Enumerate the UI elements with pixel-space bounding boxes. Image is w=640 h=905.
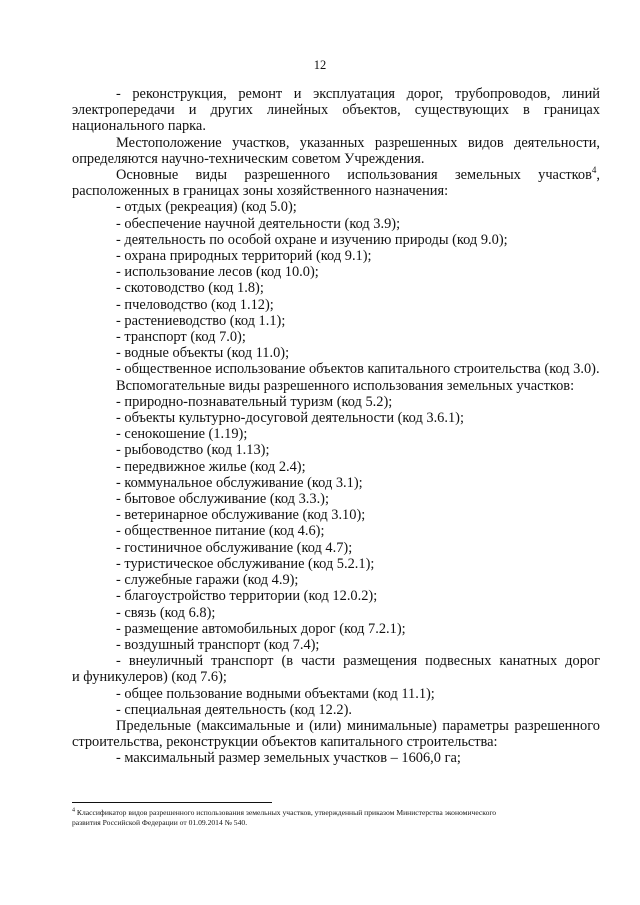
main-use-item: - деятельность по особой охране и изучению природы (код 9.0); <box>116 231 508 248</box>
aux-use-item: - объекты культурно-досуговой деятельности (код 3.6.1); <box>116 410 464 427</box>
params-line-2: строительства, реконструкции объектов капитального строительства: <box>72 734 498 751</box>
page-number: 12 <box>313 58 327 72</box>
main-use-item: - отдых (рекреация) (код 5.0); <box>116 199 297 216</box>
aux-uses-heading: Вспомогательные виды разрешенного использования земельных участков: <box>116 377 575 394</box>
main-uses-heading-text: Основные виды разрешенного использования земельных участков <box>116 167 592 184</box>
footnote-line-1 <box>72 808 600 818</box>
main-use-item: - скотоводство (код 1.8); <box>116 280 264 297</box>
main-use-item: - водные объекты (код 11.0); <box>116 345 290 362</box>
footnote-text-1: Классификатор видов разрешенного использования земельных участков, утвержденный приказом Министерства экономического <box>76 808 497 817</box>
aux-use-item: - связь (код 6.8); <box>116 604 216 621</box>
main-use-item: - пчеловодство (код 1.12); <box>116 296 274 313</box>
intro-line-2: электропередачи и других линейных объектов, существующих в границах <box>72 102 600 119</box>
aux-use-item: - передвижное жилье (код 2.4); <box>116 458 306 475</box>
footnote-reference: 4 <box>591 165 597 176</box>
params-line-1: Предельные (максимальные и (или) минимальные) параметры разрешенного <box>116 717 600 734</box>
footnote-marker: 4 <box>72 807 75 814</box>
document-body <box>72 86 600 767</box>
main-uses-heading-line-2: расположенных в границах зоны хозяйственного назначения: <box>72 183 449 200</box>
main-uses-heading-line-1 <box>72 167 600 183</box>
aux-use-item: - коммунальное обслуживание (код 3.1); <box>116 474 363 491</box>
footnote-divider <box>72 802 272 803</box>
aux-use-long-item-line-1: - внеуличный транспорт (в части размещения подвесных канатных дорог <box>116 653 600 670</box>
main-use-item: - обеспечение научной деятельности (код 3.9); <box>116 215 401 232</box>
aux-use-item: - общественное питание (код 4.6); <box>116 523 325 540</box>
location-line-2: определяются научно-техническим советом Учреждения. <box>72 150 425 167</box>
main-use-item: - растениеводство (код 1.1); <box>116 312 286 329</box>
main-use-item: - использование лесов (код 10.0); <box>116 264 319 281</box>
aux-use-item: - общее пользование водными объектами (код 11.1); <box>116 685 435 702</box>
aux-use-item: - рыбоводство (код 1.13); <box>116 442 270 459</box>
aux-use-item: - бытовое обслуживание (код 3.3.); <box>116 491 329 508</box>
main-use-item: - общественное использование объектов капитального строительства (код 3.0). <box>116 361 600 378</box>
params-item: - максимальный размер земельных участков – 1606,0 га; <box>116 750 461 767</box>
intro-line-1: - реконструкция, ремонт и эксплуатация дорог, трубопроводов, линий <box>116 86 600 102</box>
aux-use-item: - сенокошение (1.19); <box>116 426 248 443</box>
main-uses-heading-comma: , <box>596 167 600 184</box>
aux-use-long-item-line-2: и фуникулеров) (код 7.6); <box>72 669 227 686</box>
footnote-line-2: развития Российской Федерации от 01.09.2014 № 540. <box>72 818 248 827</box>
aux-use-item: - туристическое обслуживание (код 5.2.1); <box>116 555 375 572</box>
aux-use-item: - благоустройство территории (код 12.0.2); <box>116 588 378 605</box>
aux-use-item: - ветеринарное обслуживание (код 3.10); <box>116 507 366 524</box>
aux-use-item: - гостиничное обслуживание (код 4.7); <box>116 539 353 556</box>
aux-use-item: - служебные гаражи (код 4.9); <box>116 572 299 589</box>
aux-use-item: - воздушный транспорт (код 7.4); <box>116 636 320 653</box>
aux-use-item: - природно-познавательный туризм (код 5.2); <box>116 393 393 410</box>
aux-use-item: - специальная деятельность (код 12.2). <box>116 701 352 718</box>
aux-use-item: - размещение автомобильных дорог (код 7.2.1); <box>116 620 406 637</box>
main-use-item: - охрана природных территорий (код 9.1); <box>116 248 372 265</box>
main-use-item: - транспорт (код 7.0); <box>116 329 246 346</box>
footnote <box>72 808 600 828</box>
location-line-1: Местоположение участков, указанных разрешенных видов деятельности, <box>116 134 600 151</box>
intro-line-3: национального парка. <box>72 118 206 135</box>
